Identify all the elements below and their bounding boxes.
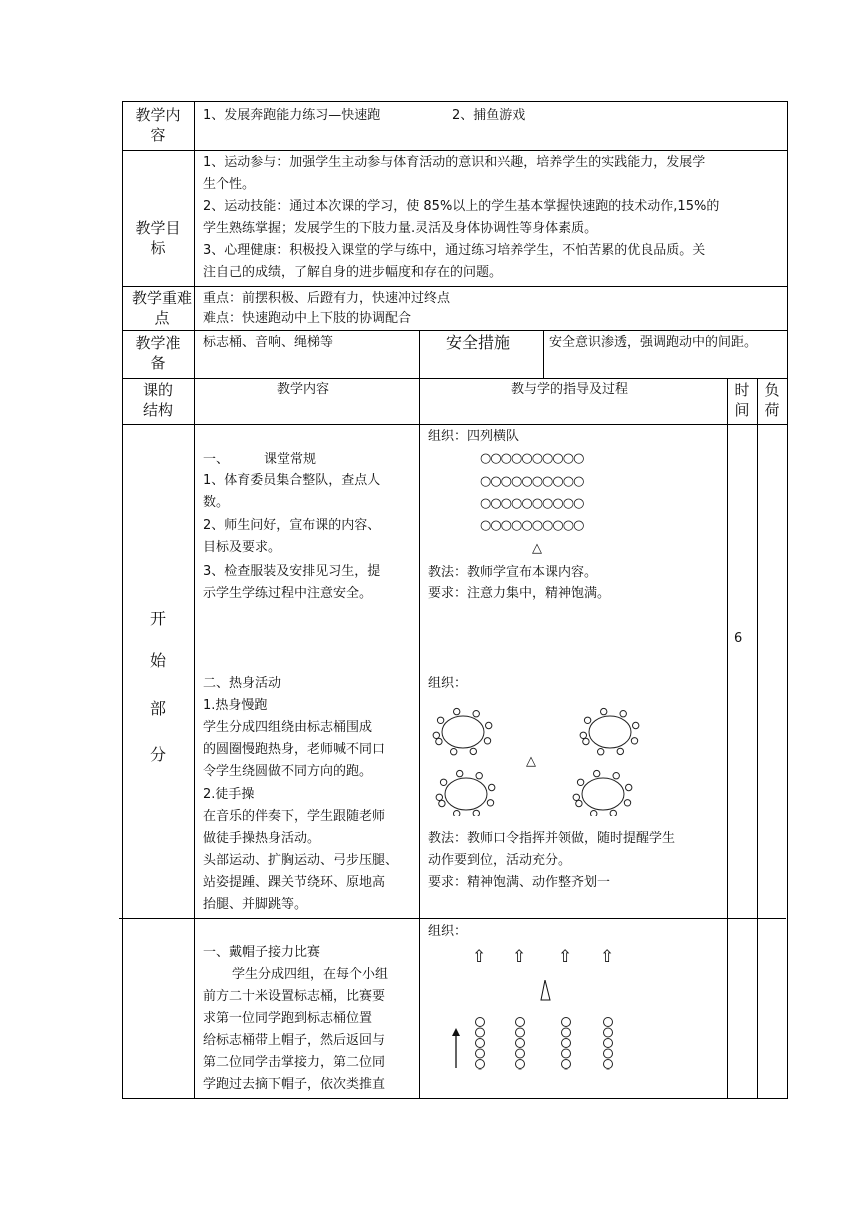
col-divider-3: [727, 378, 728, 1099]
relay-student: [604, 1028, 613, 1037]
student-marker: [613, 773, 619, 779]
warmup-line-10: 抬腿、并脚跳等。: [203, 897, 308, 912]
student-marker: [626, 784, 632, 790]
formation-row-4: ○○○○○○○○○○: [480, 518, 584, 533]
student-marker: [437, 717, 443, 723]
relay-student-column: [476, 1018, 485, 1071]
relay-org: 组织：: [428, 924, 468, 939]
relay-student: [604, 1018, 613, 1027]
student-marker: [473, 810, 479, 816]
relay-student: [516, 1049, 525, 1058]
student-marker: [489, 784, 495, 790]
routine-title-num: 一、: [203, 452, 230, 467]
start-section-char-4: 分: [149, 745, 166, 764]
row-line-4: [122, 378, 788, 379]
relay-student: [562, 1060, 571, 1069]
warmup-line-3: 的圆圈慢跑热身，老师喊不同口: [203, 742, 386, 757]
start-section-char-1: 开: [149, 609, 166, 628]
relay-student: [562, 1039, 571, 1048]
student-marker: [433, 732, 439, 738]
warmup-line-5: 2.徒手操: [203, 787, 255, 802]
row-line-6: [119, 918, 786, 919]
formation-row-1: ○○○○○○○○○○: [480, 451, 584, 466]
warmup-require: 要求：精神饱满、动作整齐划一: [428, 875, 611, 890]
goals-line-4: 学生熟练掌握；发展学生的下肢力量.灵活及身体协调性等身体素质。: [203, 221, 598, 236]
student-marker: [436, 738, 442, 744]
relay-student-column: [516, 1018, 525, 1071]
warmup-method-2: 动作要到位，活动充分。: [428, 853, 572, 868]
routine-title: 课堂常规: [264, 452, 317, 467]
relay-student: [516, 1060, 525, 1069]
relay-line-1: 学生分成四组，在每个小组: [232, 967, 389, 982]
student-circle-group: [580, 708, 639, 755]
student-marker: [620, 711, 626, 717]
routine-line-2: 数。: [203, 495, 230, 510]
col-divider-2: [419, 378, 420, 1099]
goals-line-1: 1、运动参与：加强学生主动参与体育活动的意识和兴趣，培养学生的实践能力，发展学: [203, 155, 706, 170]
student-marker: [591, 811, 597, 817]
safety-label: 安全措施: [446, 333, 511, 352]
relay-student: [562, 1018, 571, 1027]
student-marker: [577, 779, 583, 785]
row-line-5: [122, 424, 788, 425]
content-item-1: 1、发展奔跑能力练习—快速跑: [203, 108, 381, 123]
table-border-right: [787, 101, 788, 1099]
warmup-line-1: 1.热身慢跑: [203, 698, 268, 713]
student-circle-group: [573, 770, 632, 816]
warmup-line-2: 学生分成四组绕由标志桶围成: [203, 720, 373, 735]
relay-line-5: 第二位同学击掌接力，第二位同: [203, 1055, 386, 1070]
header-structure: 课的结构: [142, 381, 173, 419]
start-section-char-2: 始: [149, 651, 166, 670]
student-marker: [486, 722, 492, 728]
student-marker: [584, 717, 590, 723]
relay-arrow-1: ⇧: [472, 947, 487, 967]
routine-line-6: 示学生学练过程中注意安全。: [203, 586, 373, 601]
table-border-left: [122, 101, 123, 1099]
student-marker: [436, 794, 442, 800]
student-marker: [457, 770, 463, 776]
relay-arrow-3: ⇧: [558, 947, 573, 967]
start-section-char-3: 部: [149, 699, 166, 718]
relay-student: [476, 1028, 485, 1037]
student-marker: [470, 748, 476, 754]
goals-line-5: 3、心理健康：积极投入课堂的学与练中，通过练习培养学生，不怕苦累的优良品质。关: [203, 243, 706, 258]
warmup-method-1: 教法：教师口令指挥并领做，随时提醒学生: [428, 831, 676, 846]
warmup-org: 组织：: [428, 676, 468, 691]
prep-divider-1: [419, 330, 420, 378]
student-marker: [633, 722, 639, 728]
student-marker: [484, 738, 490, 744]
relay-line-2: 前方二十米设置标志桶，比赛要: [203, 989, 386, 1004]
relay-diagram: [446, 980, 646, 1070]
student-marker: [440, 779, 446, 785]
row-line-bottom: [122, 1098, 788, 1099]
relay-student: [562, 1028, 571, 1037]
relay-student: [476, 1060, 485, 1069]
student-marker: [624, 800, 630, 806]
header-load: 负荷: [764, 381, 780, 419]
student-marker: [610, 810, 616, 816]
student-marker: [573, 794, 579, 800]
warmup-teacher-triangle: △: [526, 754, 536, 769]
row-line-2: [122, 286, 788, 287]
formation-org: 组织：四列横队: [428, 429, 520, 444]
teacher-triangle: △: [532, 541, 542, 556]
content-label: 教学内容: [135, 106, 181, 144]
relay-student: [516, 1039, 525, 1048]
row-line-3: [122, 330, 788, 331]
goals-label: 教学目标: [135, 219, 181, 257]
warmup-line-7: 做徒手操热身活动。: [203, 831, 321, 846]
goals-line-3: 2、运动技能：通过本次课的学习，使 85%以上的学生基本掌握快速跑的技术动作,15%的: [203, 199, 720, 214]
student-marker: [576, 800, 582, 806]
relay-line-3: 求第一位同学跑到标志桶位置: [203, 1011, 373, 1026]
student-marker: [598, 749, 604, 755]
relay-student: [476, 1049, 485, 1058]
goals-line-2: 生个性。: [203, 177, 256, 192]
header-time: 时间: [734, 381, 750, 419]
relay-student: [604, 1049, 613, 1058]
student-circle-group: [436, 770, 495, 816]
routine-line-3: 2、师生问好，宣布课的内容、: [203, 518, 381, 533]
preparation-label: 教学准备: [135, 334, 181, 372]
relay-title: 一、戴帽子接力比赛: [203, 945, 321, 960]
student-marker: [476, 773, 482, 779]
preparation-items: 标志桶、音响、绳梯等: [203, 335, 334, 350]
prep-divider-2: [543, 330, 544, 378]
formation-row-3: ○○○○○○○○○○: [480, 496, 584, 511]
routine-line-5: 3、检查服装及安排见习生，提: [203, 564, 381, 579]
formation-method: 教法：教师学宣布本课内容。: [428, 565, 598, 580]
warmup-line-4: 令学生绕圆做不同方向的跑。: [203, 764, 373, 779]
student-marker: [473, 711, 479, 717]
start-time: 6: [734, 631, 743, 646]
header-content: 教学内容: [277, 382, 330, 397]
warmup-line-6: 在音乐的伴奏下，学生跟随老师: [203, 809, 386, 824]
routine-line-4: 目标及要求。: [203, 540, 282, 555]
student-marker: [594, 770, 600, 776]
student-marker: [583, 738, 589, 744]
relay-cone-icon: [541, 980, 550, 1000]
relay-student: [604, 1060, 613, 1069]
warmup-circles-diagram: [428, 706, 678, 816]
difficulty-text: 难点：快速跑动中上下肢的协调配合: [203, 311, 412, 326]
student-marker: [487, 800, 493, 806]
col-divider-4: [757, 378, 758, 1099]
student-marker: [631, 738, 637, 744]
relay-student: [476, 1039, 485, 1048]
safety-text: 安全意识渗透，强调跑动中的间距。: [549, 335, 758, 350]
relay-arrow-4: ⇧: [600, 947, 615, 967]
student-marker: [451, 749, 457, 755]
relay-student: [604, 1039, 613, 1048]
routine-line-1: 1、体育委员集合整队，查点人: [203, 473, 381, 488]
relay-student-column: [604, 1018, 613, 1071]
relay-line-6: 学跑过去摘下帽子，依次类推直: [203, 1077, 386, 1092]
goals-line-6: 注自己的成绩，了解自身的进步幅度和存在的问题。: [203, 265, 503, 280]
student-marker: [454, 811, 460, 817]
warmup-line-8: 头部运动、扩胸运动、弓步压腿、: [203, 853, 399, 868]
row-line-top: [122, 101, 788, 102]
relay-student: [516, 1028, 525, 1037]
header-guidance: 教与学的指导及过程: [511, 382, 629, 397]
student-marker: [439, 800, 445, 806]
content-item-2: 2、捕鱼游戏: [452, 108, 526, 123]
relay-line-4: 给标志桶带上帽子，然后返回与: [203, 1033, 386, 1048]
student-marker: [580, 732, 586, 738]
relay-student: [476, 1018, 485, 1027]
relay-student: [562, 1049, 571, 1058]
student-marker: [601, 708, 607, 714]
relay-student-column: [562, 1018, 571, 1071]
student-marker: [454, 708, 460, 714]
warmup-line-9: 站姿提踵、踝关节绕环、原地高: [203, 875, 386, 890]
keypoints-label: 教学重难点: [131, 289, 192, 327]
col-divider-1: [194, 101, 195, 1099]
student-circle-group: [433, 708, 492, 755]
student-marker: [617, 748, 623, 754]
formation-row-2: ○○○○○○○○○○: [480, 474, 584, 489]
relay-arrow-2: ⇧: [512, 947, 527, 967]
relay-student: [516, 1018, 525, 1027]
keypoint-text: 重点：前摆积极、后蹬有力，快速冲过终点: [203, 291, 451, 306]
row-line-1: [122, 150, 788, 151]
warmup-title: 二、热身活动: [203, 676, 282, 691]
formation-require: 要求：注意力集中，精神饱满。: [428, 586, 611, 601]
